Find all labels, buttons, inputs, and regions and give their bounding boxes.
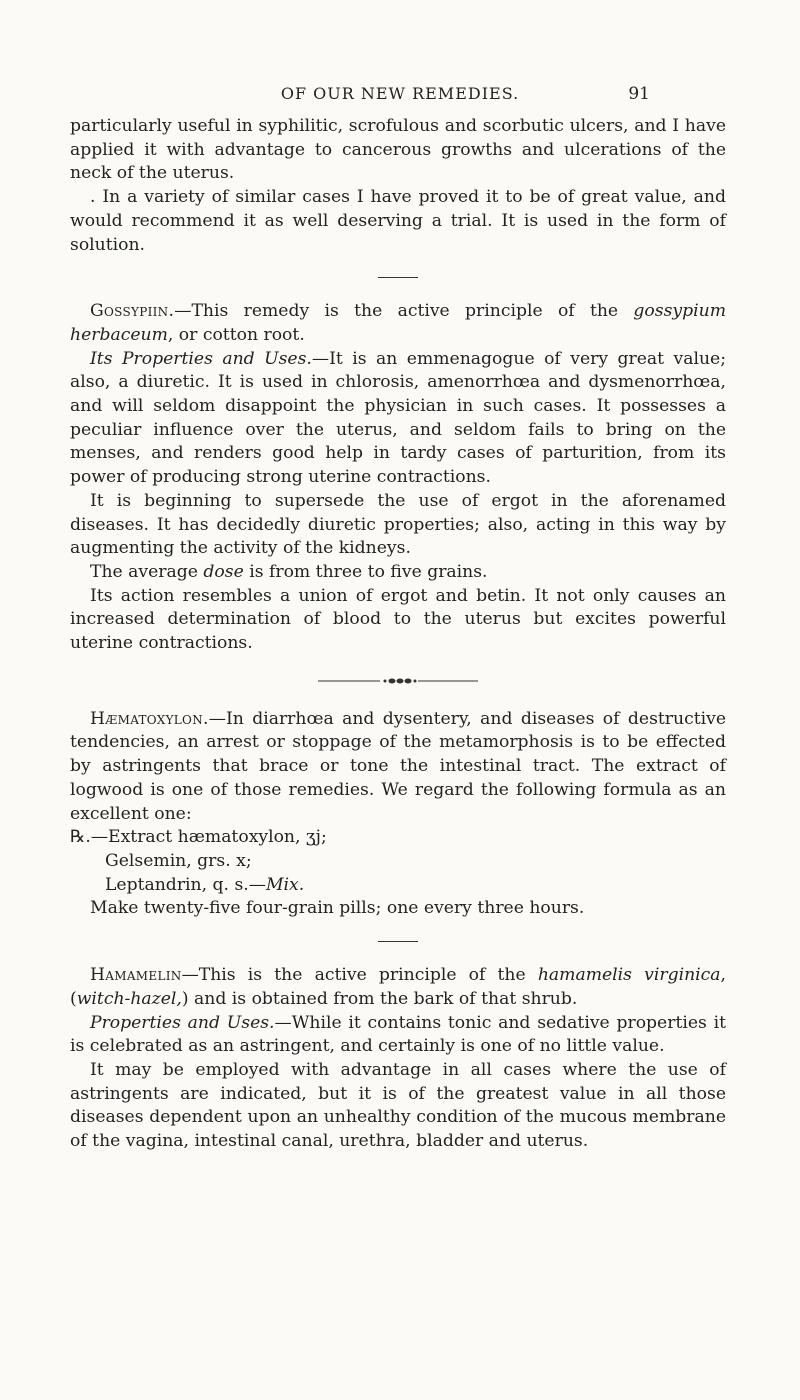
prescription-line-3: Leptandrin, q. s.—Mix. — [105, 874, 305, 895]
gossypiin-action: Its action resembles a union of ergot and betin. It not only causes an increased determination of blood to the uterus but excites powerful uterine contractions. — [70, 585, 726, 654]
ornament-divider — [70, 676, 726, 686]
hamamelin-properties: Properties and Uses.—While it contains tonic and sedative properties it is celebrated as an astringent, and certainly is one of no little value. — [70, 1012, 727, 1057]
hamamelis-latin: hamamelis virginica — [537, 965, 721, 986]
hamamelin-properties-heading: Properties and Uses. — [90, 1012, 275, 1033]
gossypium-latin: gossypium herbaceum — [70, 301, 726, 345]
prescription-line-1: ℞.—Extract hæmatoxylon, ʒj; — [70, 827, 327, 848]
page-body — [70, 115, 726, 1154]
gossypiin-dose: The average dose is from three to five grains. — [90, 561, 488, 582]
prescription-line-2: Gelsemin, grs. x; — [105, 850, 252, 871]
witch-hazel: witch-hazel, — [76, 988, 182, 1009]
running-head: OF OUR NEW REMEDIES. — [280, 84, 520, 103]
hamamelin-astringent-paragraph: It may be employed with advantage in all cases where the use of astringents are indicated, but it is of the greatest value in all those diseases dependent upon an unhealthy condition of the mucous membrane of the vagina, intestinal canal, urethra, bladder and uterus. — [70, 1059, 726, 1152]
intro-paragraph-2: . In a variety of similar cases I have proved it to be of great value, and would recommend it as well deserving a trial. It is used in the form of solution. — [70, 187, 726, 255]
gossypiin-intro: Gossypiin.—This remedy is the active principle of the gossypium herbaceum, or cotton root. — [70, 301, 726, 345]
gossypiin-heading: Gossypiin. — [90, 301, 175, 322]
gossypiin-properties-heading: Its Properties and Uses. — [90, 348, 312, 369]
dose-word: dose — [203, 561, 244, 582]
haematoxylon-heading: Hæmatoxylon. — [90, 708, 209, 729]
haematoxylon-intro: Hæmatoxylon.—In diarrhœa and dysentery, and diseases of destructive tendencies, an arrest or stoppage of the metamorphosis is to be effected by astringents that brace or tone the intestinal tract. The extract of logwood is one of those remedies. We regard the following formula as an excellent one: — [70, 708, 726, 824]
gossypiin-ergot-paragraph: It is beginning to supersede the use of ergot in the aforenamed diseases. It has decidedly diuretic properties; also, acting in this way by augmenting the activity of the kidneys. — [70, 490, 726, 559]
ornament-icon — [318, 676, 478, 686]
hamamelin-intro: Hamamelin—This is the active principle of the hamamelis virginica, (witch-hazel,) and is obtained from the bark of that shrub. — [70, 965, 726, 1009]
gossypiin-properties: Its Properties and Uses.—It is an emmenagogue of very great value; also, a diuretic. It is used in chlorosis, amenorrhœa and dysmenorrhœa, and will seldom disappoint the physician in such cases. It possesses a peculiar influence over the uterus, and seldom fails to bring on the menses, and renders good help in tardy cases of parturition, from its power of producing strong uterine contractions. — [70, 348, 726, 488]
hamamelin-heading: Hamamelin — [90, 965, 182, 986]
page-number: 91 — [628, 84, 650, 104]
intro-paragraph: particularly useful in syphilitic, scrofulous and scorbutic ulcers, and I have applied it with advantage to cancerous growths and ulcerations of the neck of the uterus. — [70, 116, 726, 184]
page-header — [0, 84, 800, 108]
prescription — [70, 826, 726, 897]
section-divider — [378, 277, 418, 278]
prescription-directions: Make twenty-five four-grain pills; one every three hours. — [90, 898, 585, 919]
section-divider-2 — [378, 941, 418, 942]
